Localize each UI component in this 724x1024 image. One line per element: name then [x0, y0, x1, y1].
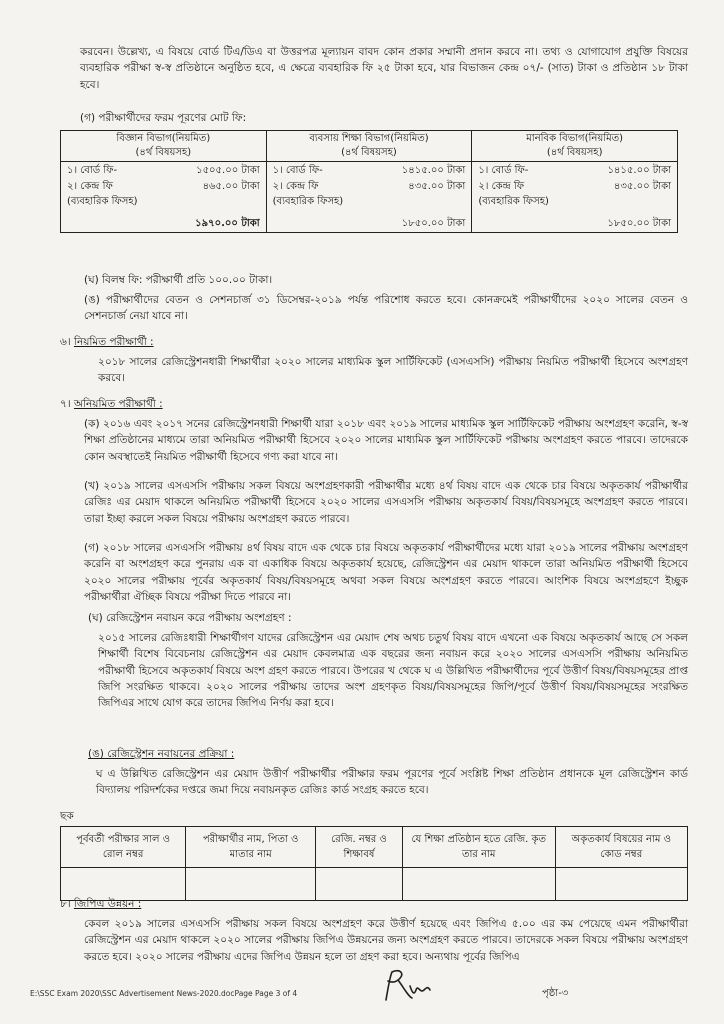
fee-header-title: বিজ্ঞান বিভাগ(নিয়মিত)	[116, 133, 211, 144]
section-8-heading	[60, 896, 141, 912]
section-8-text: কেবল ২০১৯ সালের এসএসসি পরীক্ষায় সকল বিষয়ে অংশগ্রহণ করে উত্তীর্ণ হয়েছে এবং জিপিএ ৫.০০ এর কম পেয়েছে এমন পরীক্ষার্থীরা রেজিস্ট্রেশন এর মেয়াদ থাকলে ২০২০ সালের পরীক্ষায় জিপিএ উন্নয়নের জন্য অংশগ্রহণ করতে পারবে। তাদেরকে সকল বিষয়ে পরীক্ষায় অংশগ্রহণ করতে হবে। ২০২০ সালের পরীক্ষায় এদের জিপিএ উন্নয়ন হলে তা গ্রহণ করা হবে। অন্যথায় পূর্বের জিপিএ	[84, 918, 688, 963]
centre-fee-line	[273, 179, 466, 195]
board-fee-line	[478, 163, 671, 179]
centre-fee-line	[67, 179, 260, 195]
section-7-ga: (গ) ২০১৮ সালের এসএসসি পরীক্ষায় ৪র্থ বিষয় বাদে এক থেকে চার বিষয়ে অকৃতকার্য পরীক্ষার্থীদের মধ্যে যারা ২০১৯ সালের পরীক্ষায় অংশগ্রহণ করেনি বা অংশগ্রহণ করে পুনরায় এক বা একাধিক বিষয়ে অকৃতকার্য হয়েছে, রেজিস্ট্রেশন এর মেয়াদ থাকলে তারা অনিয়মিত পরীক্ষার্থী হিসেবে ২০২০ সালের পরীক্ষায় পূর্বের অকৃতকার্য বিষয়/বিষয়সমূহে অথবা সকল বিষয়ে অংশগ্রহণ করতে পারবে। আংশিক বিষয়ে অংশগ্রহণে ইচ্ছুক পরীক্ষার্থীরা ঐচ্ছিক বিষয়ে পরীক্ষা দিতে পারবে না।	[84, 542, 688, 603]
section-title: জিপিএ উন্নয়ন :	[73, 898, 142, 910]
section-title: অনিয়মিত পরীক্ষার্থী :	[73, 398, 163, 410]
fee-table-body-row	[61, 162, 678, 233]
fee-cell-humanities	[472, 162, 678, 233]
board-fee-amount: ১৫০৫.০০ টাকা	[196, 165, 260, 176]
practical-fee-note: (ব্যবহারিক ফিসহ)	[272, 196, 344, 207]
board-fee-label: ১। বোর্ড ফি-	[67, 165, 118, 176]
centre-fee-label: ২। কেন্দ্র ফি	[67, 180, 113, 192]
section-7-umo-text: ঘ এ উল্লিখিত রেজিস্ট্রেশন এর মেয়াদ উত্তীর্ণ পরীক্ষার্থীর পরীক্ষার ফরম পূরণের পূর্বে সংশ্লিষ্ট শিক্ষা প্রতিষ্ঠান প্রধানকে মূল রেজিস্ট্রেশন কার্ড বিদ্যালয় পরিদর্শকের দপ্তরে জমা দিয়ে নবায়নকৃত রেজিঃ কার্ড সংগ্রহ করতে হবে।	[96, 768, 688, 797]
section-number: ৬।	[60, 336, 71, 348]
practical-fee-note: (ব্যবহারিক ফিসহ)	[478, 196, 549, 207]
section-7-ka: (ক) ২০১৬ এবং ২০১৭ সনের রেজিস্ট্রেশনধারী শিক্ষার্থী যারা ২০১৮ এবং ২০১৯ সালের মাধ্যমিক স্কুল সার্টিফিকেট পরীক্ষায় অংশগ্রহণ করেনি, স্ব-স্ব শিক্ষা প্রতিষ্ঠানের মাধ্যমে তারা অনিয়মিত পরীক্ষার্থী হিসেবে ২০২০ সালের মাধ্যমিক স্কুল সার্টিফিকেট পরীক্ষায় অংশগ্রহণ করতে পারবে। তাদেরকে কোন অবস্থাতেই নিয়মিত পরীক্ষার্থী হিসেবে গণ্য করা যাবে না।	[84, 418, 688, 463]
info-table-blank-row	[61, 868, 688, 901]
column-header-previous-exam: পূর্ববর্তী পরীক্ষার সাল ও রোল নম্বর	[61, 827, 186, 868]
section-7-umo-title: (ঙ) রেজিস্ট্রেশন নবায়নের প্রক্রিয়া :	[88, 748, 235, 760]
section-number: ৭।	[60, 398, 71, 410]
table-cell	[186, 868, 316, 901]
fee-header-title: ব্যবসায় শিক্ষা বিভাগ(নিয়মিত)	[309, 133, 429, 144]
page-number: পৃষ্ঠা-৩	[542, 988, 569, 999]
fee-header-subtitle: (৪র্থ বিষয়সহ)	[341, 147, 397, 158]
table-cell	[555, 868, 687, 901]
fee-header-science	[61, 131, 267, 162]
centre-fee-amount: ৪৬৫.০০ টাকা	[202, 180, 260, 192]
intro-paragraph: করবেন। উল্লেখ্য, এ বিষয়ে বোর্ড টিএ/ডিএ বা উত্তরপত্র মূল্যায়ন বাবদ কোন প্রকার সম্মানী প্রদান করবে না। তথ্য ও যোগাযোগ প্রযুক্তি বিষয়ের ব্যবহারিক পরীক্ষা স্ব-স্ব প্রতিষ্ঠানে অনুষ্ঠিত হবে, এ ক্ষেত্রে ব্যবহারিক ফি ২৫ টাকা হবে, যার বিভাজন কেন্দ্র ০৭/- (সাত) টাকা ও প্রতিষ্ঠান ১৮ টাকা হবে।	[80, 46, 688, 91]
fee-table-header-row	[61, 131, 678, 162]
fee-header-subtitle: (৪র্থ বিষয়সহ)	[546, 147, 603, 158]
salary-session-note: (ঙ) পরীক্ষার্থীদের বেতন ও সেশনচার্জ ৩১ ডিসেম্বর-২০১৯ পর্যন্ত পরিশোধ করতে হবে। কোনক্রমেই পরীক্ষার্থীদের ২০২০ সালের বেতন ও সেশনচার্জ নেয়া যাবে না।	[84, 294, 688, 323]
board-fee-label: ১। বোর্ড ফি-	[272, 165, 323, 176]
centre-fee-label: ২। কেন্দ্র ফি	[272, 180, 319, 192]
board-fee-amount: ১৪১৫.০০ টাকা	[401, 165, 466, 176]
centre-fee-amount: ৪৩৫.০০ টাকা	[408, 180, 466, 192]
table-label: ছক	[60, 810, 74, 822]
signature	[380, 966, 440, 1006]
section-7-kha: (খ) ২০১৯ সালের এসএসসি পরীক্ষায় সকল বিষয়ে অংশগ্রহণকারী পরীক্ষার্থীর মধ্যে ৪র্থ বিষয় বাদে এক থেকে চার বিষয়ে অকৃতকার্য পরীক্ষার্থীর রেজিঃ এর মেয়াদ থাকলে অনিয়মিত পরীক্ষার্থী হিসেবে ২০২০ সালের এসএসসি পরীক্ষায় অকৃতকার্য বিষয়/বিষয়সমূহে অংশগ্রহণ করতে পারবে। তারা ইচ্ছা করলে সকল বিষয়ে পরীক্ষায় অংশগ্রহণ করতে পারবে।	[84, 480, 688, 525]
fee-cell-science	[61, 162, 267, 233]
late-fee-note: (ঘ) বিলম্ব ফি: পরীক্ষার্থী প্রতি ১০০.০০ টাকা।	[84, 274, 273, 286]
section-7-heading	[60, 396, 163, 412]
table-cell	[316, 868, 403, 901]
section-7-gha-title: (ঘ) রেজিস্ট্রেশন নবায়ন করে পরীক্ষায় অংশগ্রহণ :	[88, 612, 292, 624]
column-header-institution: যে শিক্ষা প্রতিষ্ঠান হতে রেজি. কৃত তার নাম	[402, 827, 555, 868]
centre-fee-amount: ৪৩৫.০০ টাকা	[613, 180, 671, 192]
practical-fee-note: (ব্যবহারিক ফিসহ)	[67, 196, 138, 207]
fee-cell-business	[266, 162, 472, 233]
fee-header-humanities	[472, 131, 678, 162]
table-cell	[402, 868, 555, 901]
centre-fee-label: ২। কেন্দ্র ফি	[478, 180, 525, 192]
board-fee-line	[273, 163, 466, 179]
centre-fee-line	[478, 179, 671, 195]
fee-header-title: মানবিক বিভাগ(নিয়মিত)	[526, 133, 624, 144]
section-number: ৮।	[60, 898, 71, 910]
section-6-heading	[60, 334, 154, 350]
section-6-text: ২০১৮ সালের রেজিস্ট্রেশনধারী শিক্ষার্থীরা ২০২০ সালের মাধ্যমিক স্কুল সার্টিফিকেট (এসএসসি) পরীক্ষায় নিয়মিত পরীক্ষার্থী হিসেবে অংশগ্রহণ করবে।	[98, 356, 688, 385]
board-fee-amount: ১৪১৫.০০ টাকা	[607, 165, 671, 176]
fee-table	[60, 130, 678, 233]
fee-total: ১৮৫০.০০ টাকা	[607, 217, 671, 229]
fee-header-subtitle: (৪র্থ বিষয়সহ)	[135, 147, 192, 158]
fee-section-title: (গ) পরীক্ষার্থীদের ফরম পূরণের মোট ফি:	[80, 112, 247, 124]
fee-total: ১৮৫০.০০ টাকা	[401, 217, 466, 229]
column-header-registration: রেজি. নম্বর ও শিক্ষাবর্ষ	[316, 827, 403, 868]
fee-total: ১৯৭০.০০ টাকা	[195, 217, 260, 229]
section-7-gha-text: ২০১৫ সালের রেজিঃধারী শিক্ষার্থীগণ যাদের রেজিস্ট্রেশন এর মেয়াদ শেষ অথচ চতুর্থ বিষয় বাদে এখনো এক বিষয়ে অকৃতকার্য আছে সে সকল শিক্ষার্থী বিশেষ বিবেচনায় রেজিস্ট্রেশন এর মেয়াদ কেবলমাত্র এক বছরের জন্য নবায়ন করে ২০২০ সালের এসএসসি পরীক্ষায় অনিয়মিত পরীক্ষার্থী হিসেবে অকৃতকার্য বিষয়ে অংশ গ্রহণ করতে পারবে। উপরের খ থেকে ঘ এ উল্লিখিত পরীক্ষার্থীদের পূর্বে উত্তীর্ণ বিষয়/বিষয়সমূহের প্রাপ্ত জিপি সংরক্ষিত থাকবে। ২০২০ সালের পরীক্ষায় তাদের অংশ গ্রহণকৃত বিষয়/বিষয়সমূহের জিপি/পূর্বে উত্তীর্ণ বিষয়/বিষয়সমূহের সংরক্ষিত জিপিএর সাথে যোগ করে তাদের জিপিএ নির্ণয় করা হবে।	[98, 632, 688, 710]
board-fee-label: ১। বোর্ড ফি-	[478, 165, 529, 176]
info-table-header-row	[61, 827, 688, 868]
footer-file-path: E:\SSC Exam 2020\SSC Advertisement News-2020.docPage Page 3 of 4	[30, 989, 298, 998]
section-title: নিয়মিত পরীক্ষার্থী :	[73, 336, 154, 348]
fee-header-business	[266, 131, 472, 162]
board-fee-line	[67, 163, 260, 179]
irregular-candidate-table	[60, 826, 688, 901]
column-header-failed-subject: অকৃতকার্য বিষয়ের নাম ও কোড নম্বর	[555, 827, 687, 868]
column-header-candidate-name: পরীক্ষার্থীর নাম, পিতা ও মাতার নাম	[186, 827, 316, 868]
